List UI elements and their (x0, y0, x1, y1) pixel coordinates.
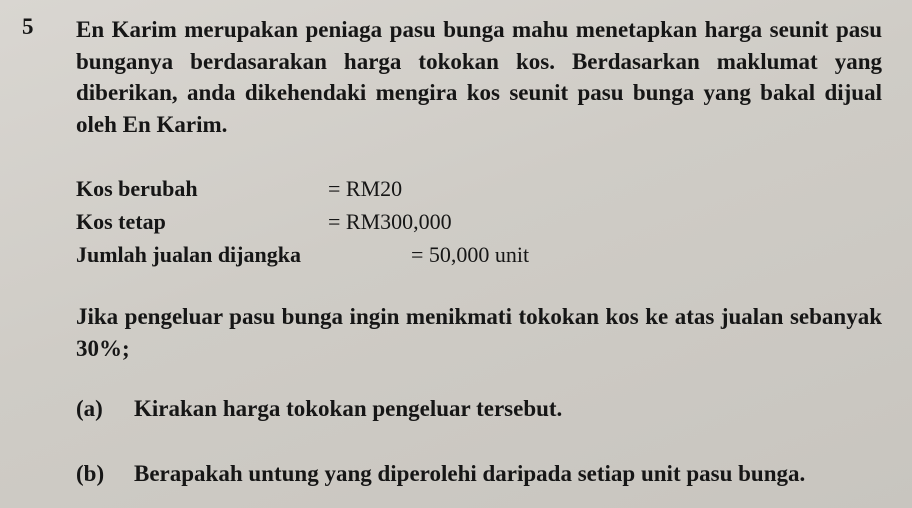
subquestion-tag: (b) (76, 461, 105, 486)
subquestion-text: Berapakah untung yang diperolehi daripada setiap unit pasu bunga. (134, 461, 806, 486)
subquestion-tag: (a) (76, 396, 103, 421)
given-label: Kos tetap (76, 209, 166, 234)
question-number: 5 (22, 14, 34, 39)
given-row-expected-sales (76, 238, 596, 271)
question-intro-paragraph: En Karim merupakan peniaga pasu bunga mahu menetapkan harga seunit pasu bunganya berdasarakan harga tokokan kos. Berdasarkan maklumat yang diberikan, anda dikehendaki mengira kos seunit pasu bunga yang bakal dijual oleh En Karim. (76, 17, 882, 137)
given-data-list (76, 172, 596, 271)
given-label: Jumlah jualan dijangka (76, 242, 301, 267)
given-label: Kos berubah (76, 176, 198, 201)
given-value: = 50,000 unit (411, 242, 530, 267)
given-row-fixed-cost (76, 205, 596, 238)
given-value: = RM300,000 (328, 209, 452, 234)
condition-paragraph: Jika pengeluar pasu bunga ingin menikmati tokokan kos ke atas jualan sebanyak 30%; (76, 304, 882, 361)
subquestion-text: Kirakan harga tokokan pengeluar tersebut. (134, 396, 563, 421)
given-row-variable-cost (76, 172, 596, 205)
given-value: = RM20 (328, 176, 403, 201)
